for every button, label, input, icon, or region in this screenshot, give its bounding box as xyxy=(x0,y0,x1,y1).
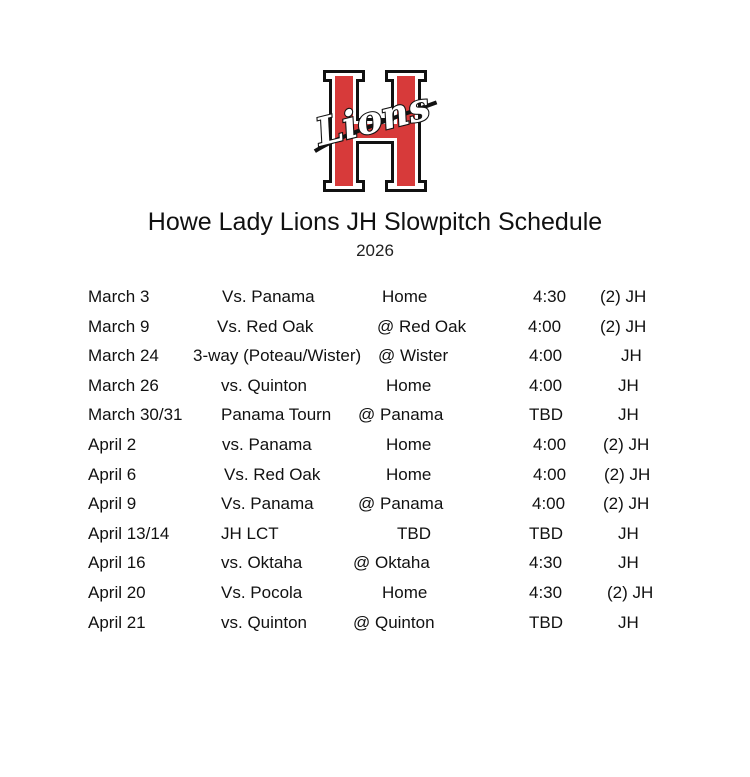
schedule-row xyxy=(0,578,750,608)
schedule-row xyxy=(0,519,750,549)
game-opponent: vs. Panama xyxy=(222,434,312,454)
game-level: JH xyxy=(621,346,642,366)
game-date: March 30/31 xyxy=(88,405,183,425)
game-time: TBD xyxy=(529,612,563,632)
game-opponent: Vs. Red Oak xyxy=(217,316,314,336)
game-date: April 13/14 xyxy=(88,523,170,543)
game-opponent: Vs. Panama xyxy=(221,494,314,514)
schedule-row xyxy=(0,489,750,519)
game-time: TBD xyxy=(529,523,563,543)
game-location: Home xyxy=(382,582,428,602)
game-time: 4:30 xyxy=(533,287,567,306)
game-date: April 21 xyxy=(88,612,146,632)
game-level: JH xyxy=(618,523,639,543)
game-level: (2) JH xyxy=(603,494,650,514)
game-level: JH xyxy=(618,553,639,573)
game-date: April 6 xyxy=(88,464,137,484)
game-location: TBD xyxy=(397,523,431,543)
game-opponent: Vs. Red Oak xyxy=(224,464,321,484)
svg-text:Lions: Lions xyxy=(311,82,435,155)
game-time: 4:00 xyxy=(533,464,567,484)
logo-script-wordmark xyxy=(305,81,442,156)
game-date: March 3 xyxy=(88,287,150,306)
game-level: (2) JH xyxy=(600,316,647,336)
game-time: TBD xyxy=(529,405,563,425)
game-location: @ Quinton xyxy=(353,612,435,632)
game-time: 4:00 xyxy=(533,434,567,454)
page-title: Howe Lady Lions JH Slowpitch Schedule xyxy=(147,208,603,236)
game-location: @ Panama xyxy=(358,405,444,425)
game-level: JH xyxy=(618,405,639,425)
game-location: Home xyxy=(386,434,432,454)
schedule-row xyxy=(0,608,750,638)
game-level: JH xyxy=(618,612,639,632)
schedule-row xyxy=(0,460,750,490)
game-level: (2) JH xyxy=(604,464,651,484)
game-opponent: vs. Quinton xyxy=(221,375,307,395)
game-opponent: vs. Oktaha xyxy=(221,553,303,573)
game-opponent: vs. Quinton xyxy=(221,612,307,632)
schedule-row xyxy=(0,341,750,371)
game-date: April 2 xyxy=(88,434,137,454)
schedule-row xyxy=(0,430,750,460)
game-date: April 20 xyxy=(88,582,146,602)
game-location: @ Wister xyxy=(378,346,449,366)
schedule-row xyxy=(0,371,750,401)
game-time: 4:00 xyxy=(529,375,563,395)
game-location: Home xyxy=(386,375,432,395)
schedule-row xyxy=(0,282,750,312)
game-date: April 9 xyxy=(88,494,137,514)
game-level: (2) JH xyxy=(600,287,647,306)
game-opponent: Vs. Pocola xyxy=(221,582,303,602)
schedule-row xyxy=(0,312,750,342)
game-location: @ Red Oak xyxy=(377,316,467,336)
schedule-row xyxy=(0,548,750,578)
game-location: Home xyxy=(386,464,432,484)
game-opponent: Vs. Panama xyxy=(222,287,315,306)
howe-lions-logo xyxy=(305,66,445,196)
game-opponent: JH LCT xyxy=(221,523,279,543)
game-date: March 24 xyxy=(88,346,159,366)
schedule-row xyxy=(0,400,750,430)
game-location: Home xyxy=(382,287,428,306)
game-location: @ Panama xyxy=(358,494,444,514)
game-opponent: Panama Tourn xyxy=(221,405,332,425)
game-level: JH xyxy=(618,375,639,395)
game-date: March 9 xyxy=(88,316,150,336)
schedule-year: 2026 xyxy=(356,241,394,260)
game-date: March 26 xyxy=(88,375,159,395)
game-date: April 16 xyxy=(88,553,146,573)
game-time: 4:30 xyxy=(529,582,563,602)
game-time: 4:00 xyxy=(532,494,566,514)
game-time: 4:00 xyxy=(528,316,562,336)
game-opponent: 3-way (Poteau/Wister) xyxy=(193,346,362,366)
game-location: @ Oktaha xyxy=(353,553,430,573)
schedule-table xyxy=(0,282,750,637)
game-time: 4:00 xyxy=(529,346,563,366)
game-time: 4:30 xyxy=(529,553,563,573)
game-level: (2) JH xyxy=(607,582,654,602)
game-level: (2) JH xyxy=(603,434,650,454)
